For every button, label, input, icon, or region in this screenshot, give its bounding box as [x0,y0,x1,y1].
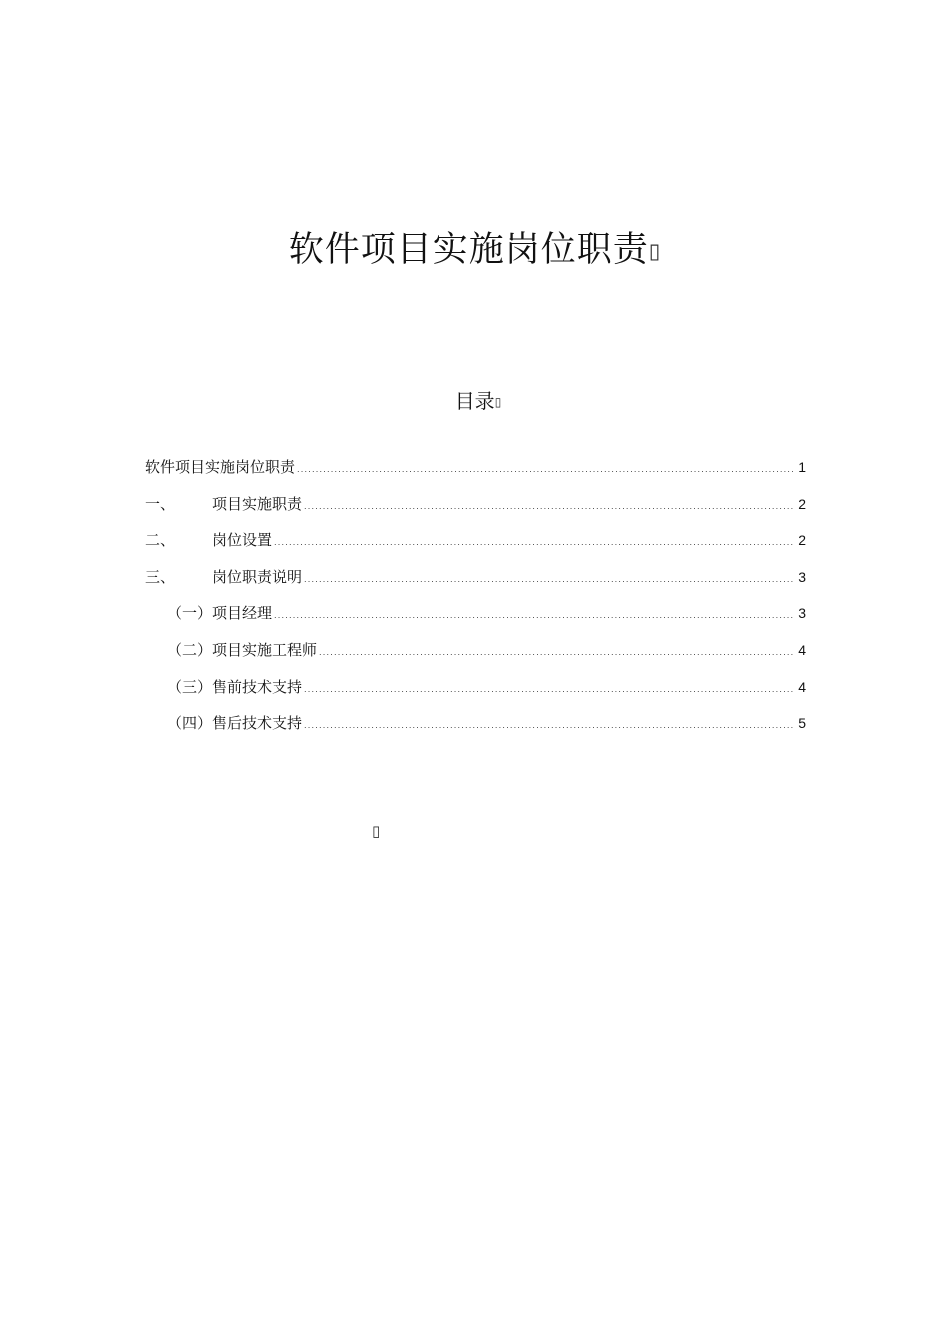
toc-page-number: 2 [798,495,806,512]
paragraph-mark-icon: ▯ [372,822,381,840]
toc-subentry[interactable] [145,712,806,749]
toc-dot-leader [304,503,794,511]
toc-dot-leader [297,466,794,474]
toc-page-number: 5 [798,715,806,732]
toc-dot-leader [304,686,794,694]
toc-entry-number: 三、 [145,567,176,586]
toc-dot-leader [304,722,794,730]
toc-entry-label: 项目实施职责 [212,494,303,513]
toc-dot-leader [304,576,794,584]
document-title-text: 软件项目实施岗位职责 [288,230,649,270]
toc-entry[interactable] [145,566,806,603]
toc-page-number: 2 [798,532,806,549]
toc-heading [0,385,950,414]
toc-entry[interactable] [145,529,806,566]
toc-entry-label: （三）售前技术支持 [167,677,303,696]
toc-page-number: 4 [798,678,806,695]
paragraph-mark-icon: ▯ [494,395,502,410]
toc-heading-text: 目录 [454,389,495,413]
paragraph-mark-icon: ▯ [648,238,662,263]
toc-page-number: 3 [798,568,806,585]
toc-subentry[interactable] [145,639,806,676]
toc-entry-label: 软件项目实施岗位职责 [145,458,296,476]
toc-subentry[interactable] [145,676,806,713]
document-title [0,222,950,272]
toc-page-number: 3 [798,605,806,622]
toc-entry-label: （二）项目实施工程师 [167,640,318,659]
toc-entry[interactable] [145,456,806,493]
toc-dot-leader [274,612,794,620]
toc-entry[interactable] [145,493,806,530]
toc-entry-label: （一）项目经理 [167,604,273,623]
toc-entry-label: （四）售后技术支持 [167,714,303,733]
toc-page-number: 1 [798,459,806,475]
toc-page-number: 4 [798,641,806,658]
toc-entry-number: 二、 [145,531,176,550]
toc-dot-leader [274,539,794,547]
table-of-contents [145,456,806,749]
toc-entry-label: 岗位职责说明 [212,567,303,586]
toc-subentry[interactable] [145,602,806,639]
toc-dot-leader [319,649,794,657]
toc-entry-label: 岗位设置 [212,531,273,550]
toc-entry-number: 一、 [145,494,176,513]
